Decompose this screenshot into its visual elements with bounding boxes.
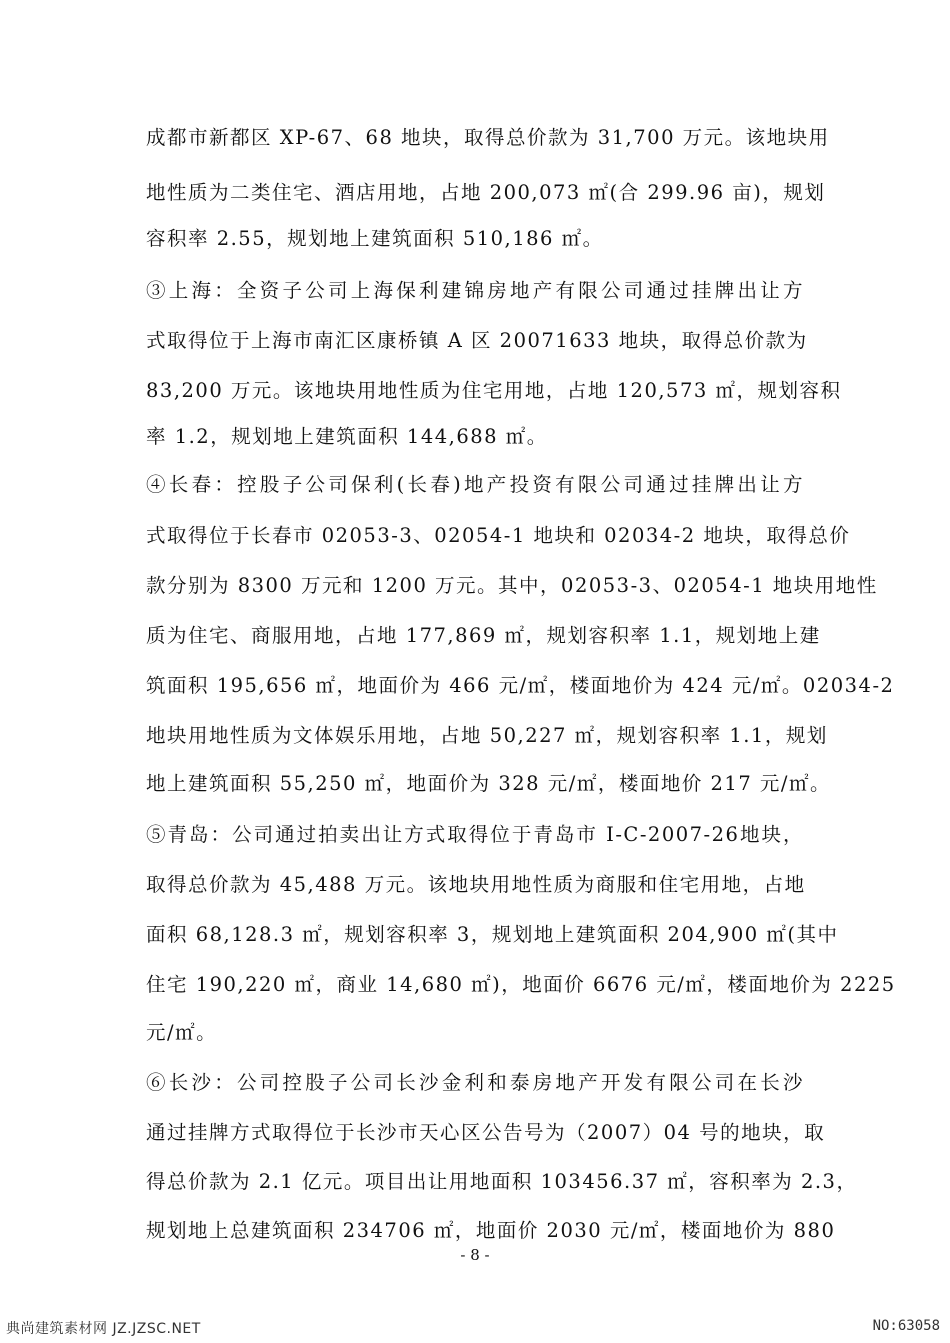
text-line: 取得总价款为 45,488 万元。该地块用地性质为商服和住宅用地，占地 <box>146 873 806 896</box>
text-line: 成都市新都区 XP-67、68 地块，取得总价款为 31,700 万元。该地块用 <box>146 126 830 149</box>
text-line: 地块用地性质为文体娱乐用地，占地 50,227 ㎡，规划容积率 1.1，规划 <box>146 724 828 747</box>
watermark-id-label: NO:63058 <box>872 1318 940 1334</box>
text-line: 面积 68,128.3 ㎡，规划容积率 3，规划地上建筑面积 204,900 ㎡(其中 <box>146 923 839 946</box>
text-line: 式取得位于长春市 02053-3、02054-1 地块和 02034-2 地块，取得总价 <box>146 524 851 547</box>
text-line: 83,200 万元。该地块用地性质为住宅用地，占地 120,573 ㎡，规划容积 <box>146 379 842 402</box>
text-line: 筑面积 195,656 ㎡，地面价为 466 元/㎡，楼面地价为 424 元/㎡。02034-2 <box>146 674 895 697</box>
text-line: 规划地上总建筑面积 234706 ㎡，地面价 2030 元/㎡，楼面地价为 880 <box>146 1219 836 1242</box>
page-number: - 8 - <box>460 1246 490 1264</box>
text-line: 得总价款为 2.1 亿元。项目出让用地面积 103456.37 ㎡，容积率为 2.3， <box>146 1170 858 1193</box>
text-line: 款分别为 8300 万元和 1200 万元。其中，02053-3、02054-1 地块用地性 <box>146 574 878 597</box>
text-line: ③上海：全资子公司上海保利建锦房地产有限公司通过挂牌出让方 <box>146 279 804 302</box>
text-line: 通过挂牌方式取得位于长沙市天心区公告号为（2007）04 号的地块，取 <box>146 1121 826 1144</box>
text-line: 地上建筑面积 55,250 ㎡，地面价为 328 元/㎡，楼面地价 217 元/㎡。 <box>146 772 832 795</box>
text-line: 质为住宅、商服用地，占地 177,869 ㎡，规划容积率 1.1，规划地上建 <box>146 624 821 647</box>
text-line: 元/㎡。 <box>146 1021 218 1044</box>
text-line: 地性质为二类住宅、酒店用地，占地 200,073 ㎡(合 299.96 亩)，规划 <box>146 181 826 204</box>
text-line: ④长春：控股子公司保利(长春)地产投资有限公司通过挂牌出让方 <box>146 473 804 496</box>
text-line: ⑤青岛：公司通过拍卖出让方式取得位于青岛市 I-C-2007-26地块， <box>146 823 804 846</box>
text-line: 式取得位于上海市南汇区康桥镇 A 区 20071633 地块，取得总价款为 <box>146 329 808 352</box>
text-line: ⑥长沙：公司控股子公司长沙金利和泰房地产开发有限公司在长沙 <box>146 1071 804 1094</box>
text-line: 容积率 2.55，规划地上建筑面积 510,186 ㎡。 <box>146 227 604 250</box>
watermark-site-label: 典尚建筑素材网 JZ.JZSC.NET <box>6 1321 201 1337</box>
text-line: 率 1.2，规划地上建筑面积 144,688 ㎡。 <box>146 425 548 448</box>
text-line: 住宅 190,220 ㎡，商业 14,680 ㎡)，地面价 6676 元/㎡，楼面地价为 2225 <box>146 973 896 996</box>
